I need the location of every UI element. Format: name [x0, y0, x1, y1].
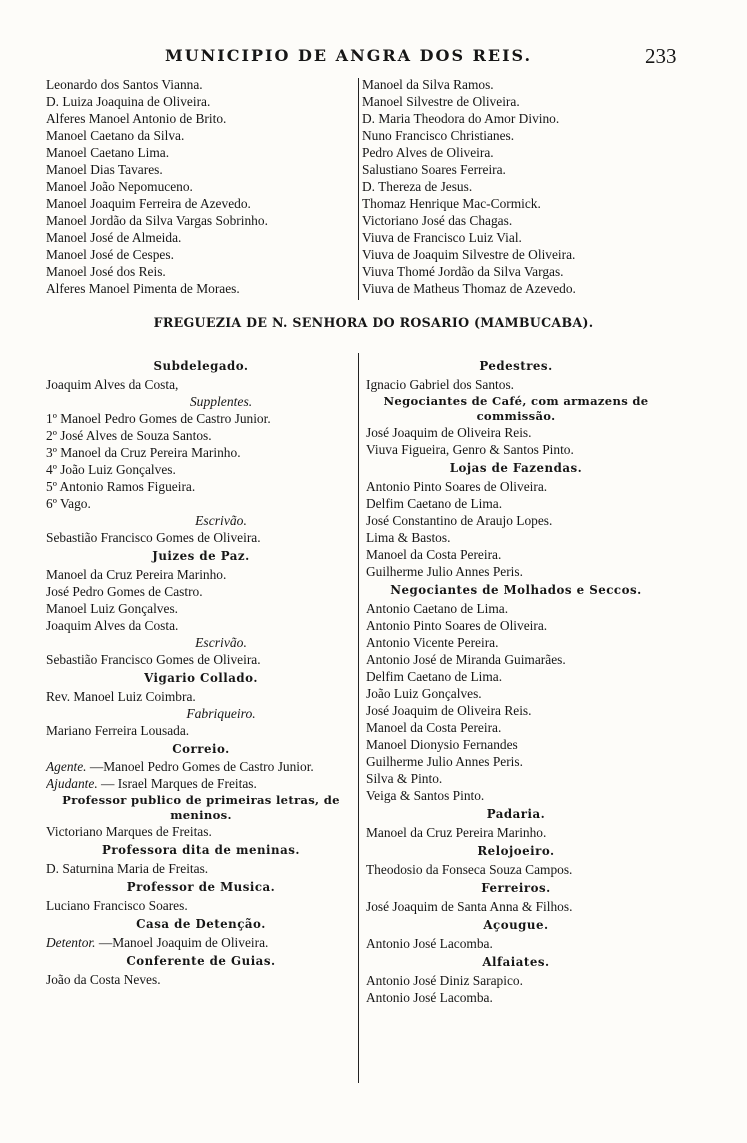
list-item: Thomaz Henrique Mac-Cormick. — [362, 196, 541, 211]
list-item: Alferes Manoel Pimenta de Moraes. — [46, 281, 240, 296]
top-column-divider — [358, 78, 359, 300]
acougue-heading: Açougue. — [483, 918, 549, 932]
list-item: Manoel da Silva Ramos. — [362, 77, 494, 92]
list-item: Pedro Alves de Oliveira. — [362, 145, 494, 160]
supplente-item: 1º Manoel Pedro Gomes de Castro Junior. — [46, 411, 271, 426]
subdelegado-heading: Subdelegado. — [153, 359, 249, 373]
conferente-block — [46, 952, 356, 988]
detentor-entry — [46, 934, 356, 951]
juizes-heading: Juizes de Paz. — [152, 549, 250, 563]
pedestres-block — [366, 357, 666, 393]
vigario-name: Rev. Manoel Luiz Coimbra. — [46, 689, 196, 704]
vigario-block — [46, 669, 356, 739]
professor-musica-block — [46, 878, 356, 914]
ferreiros-block — [366, 879, 666, 915]
acougue-block — [366, 916, 666, 952]
list-item: Manoel da Costa Pereira. — [366, 720, 502, 735]
professora-meninas-heading: Professora dita de meninas. — [102, 843, 300, 857]
list-item: Manoel da Cruz Pereira Marinho. — [366, 825, 547, 840]
escrivao-name: Sebastião Francisco Gomes de Oliveira. — [46, 530, 261, 545]
list-item: D. Thereza de Jesus. — [362, 179, 473, 194]
right-directory-column — [366, 357, 666, 1007]
negociantes-molhados-heading: Negociantes de Molhados e Seccos. — [390, 583, 642, 597]
list-item: Ignacio Gabriel dos Santos. — [366, 377, 515, 392]
list-item: Guilherme Julio Annes Peris. — [366, 564, 523, 579]
list-item: Manoel José de Cespes. — [46, 247, 174, 262]
professor-meninos-heading: Professor publico de primeiras letras, de meninos. — [62, 793, 340, 822]
list-item: João Luiz Gonçalves. — [366, 686, 482, 701]
ajudante-label: Ajudante. — [46, 776, 98, 791]
supplente-item: 4º João Luiz Gonçalves. — [46, 462, 176, 477]
list-item: Silva & Pinto. — [366, 771, 443, 786]
supplente-item: 2º José Alves de Souza Santos. — [46, 428, 212, 443]
left-directory-column — [46, 357, 356, 989]
padaria-heading: Padaria. — [486, 807, 546, 821]
list-item: Manoel João Nepomuceno. — [46, 179, 193, 194]
correio-heading: Correio. — [172, 742, 230, 756]
pedestres-heading: Pedestres. — [479, 359, 553, 373]
vigario-heading: Vigario Collado. — [144, 671, 258, 685]
professor-musica-name: Luciano Francisco Soares. — [46, 898, 188, 913]
conferente-heading: Conferente de Guias. — [126, 954, 276, 968]
list-item: Manoel da Costa Pereira. — [366, 547, 502, 562]
list-item: José Constantino de Araujo Lopes. — [366, 513, 553, 528]
list-item: D. Luiza Joaquina de Oliveira. — [46, 94, 211, 109]
correio-block — [46, 740, 356, 792]
lojas-fazendas-block — [366, 459, 666, 580]
casa-detencao-heading: Casa de Detenção. — [136, 917, 266, 931]
juiz-name: Manoel da Cruz Pereira Marinho. — [46, 567, 227, 582]
professor-meninos-block — [46, 793, 356, 840]
list-item: Theodosio da Fonseca Souza Campos. — [366, 862, 573, 877]
juiz-name: Joaquim Alves da Costa. — [46, 618, 179, 633]
detentor-name: —Manoel Joaquim de Oliveira. — [95, 935, 269, 950]
juiz-name: José Pedro Gomes de Castro. — [46, 584, 203, 599]
list-item: Antonio Pinto Soares de Oliveira. — [366, 618, 548, 633]
supplente-item: 6º Vago. — [46, 496, 91, 511]
professora-meninas-name: D. Saturnina Maria de Freitas. — [46, 861, 209, 876]
list-item: Nuno Francisco Christianes. — [362, 128, 515, 143]
supplentes-label: Supplentes. — [189, 394, 253, 409]
page-number: 233 — [645, 44, 677, 68]
list-item: José Joaquim de Santa Anna & Filhos. — [366, 899, 573, 914]
professora-meninas-block — [46, 841, 356, 877]
fabriqueiro-label: Fabriqueiro. — [186, 706, 256, 721]
agente-label: Agente. — [46, 759, 87, 774]
list-item: Manoel Caetano Lima. — [46, 145, 170, 160]
relojoeiro-block — [366, 842, 666, 878]
list-item: Lima & Bastos. — [366, 530, 451, 545]
list-item: Manoel Dionysio Fernandes — [366, 737, 518, 752]
escrivao-name: Sebastião Francisco Gomes de Oliveira. — [46, 652, 261, 667]
list-item: Antonio Pinto Soares de Oliveira. — [366, 479, 548, 494]
list-item: Delfim Caetano de Lima. — [366, 496, 503, 511]
escrivao-label: Escrivão. — [195, 635, 247, 650]
list-item: Viuva Figueira, Genro & Santos Pinto. — [366, 442, 574, 457]
relojoeiro-heading: Relojoeiro. — [477, 844, 555, 858]
list-item: Viuva de Matheus Thomaz de Azevedo. — [362, 281, 576, 296]
subdelegado-name: Joaquim Alves da Costa, — [46, 377, 179, 392]
list-item: Antonio Vicente Pereira. — [366, 635, 499, 650]
agente-entry — [46, 759, 356, 775]
list-item: Manoel Dias Tavares. — [46, 162, 163, 177]
ajudante-name: — Israel Marques de Freitas. — [97, 776, 257, 791]
fabriqueiro-name: Mariano Ferreira Lousada. — [46, 723, 190, 738]
negociantes-cafe-block — [366, 394, 666, 458]
list-item: Antonio José Diniz Sarapico. — [366, 973, 523, 988]
list-item: Salustiano Soares Ferreira. — [362, 162, 506, 177]
ajudante-entry — [46, 775, 356, 792]
list-item: Manoel José de Almeida. — [46, 230, 182, 245]
list-item: Antonio José de Miranda Guimarães. — [366, 652, 566, 667]
list-item: Manoel Silvestre de Oliveira. — [362, 94, 520, 109]
list-item: José Joaquim de Oliveira Reis. — [366, 703, 532, 718]
juiz-name: Manoel Luiz Gonçalves. — [46, 601, 179, 616]
casa-detencao-block — [46, 915, 356, 951]
professor-meninos-name: Victoriano Marques de Freitas. — [46, 824, 212, 839]
subdelegado-block — [46, 357, 356, 546]
detentor-label: Detentor. — [46, 935, 96, 950]
list-item: Antonio José Lacomba. — [366, 990, 493, 1005]
alfaiates-heading: Alfaiates. — [482, 955, 550, 969]
list-item: Antonio Caetano de Lima. — [366, 601, 509, 616]
list-item: Leonardo dos Santos Vianna. — [46, 77, 203, 92]
ferreiros-heading: Ferreiros. — [481, 881, 551, 895]
escrivao-label: Escrivão. — [195, 513, 247, 528]
top-right-name-list — [362, 76, 662, 297]
agente-name: —Manoel Pedro Gomes de Castro Junior. — [86, 759, 314, 774]
list-item: Victoriano José das Chagas. — [362, 213, 513, 228]
list-item: Viuva Thomé Jordão da Silva Vargas. — [362, 264, 564, 279]
supplente-item: 3º Manoel da Cruz Pereira Marinho. — [46, 445, 241, 460]
alfaiates-block — [366, 953, 666, 1006]
lojas-fazendas-heading: Lojas de Fazendas. — [449, 461, 583, 475]
list-item: José Joaquim de Oliveira Reis. — [366, 425, 532, 440]
list-item: Alferes Manoel Antonio de Brito. — [46, 111, 227, 126]
supplente-item: 5º Antonio Ramos Figueira. — [46, 479, 196, 494]
negociantes-molhados-block — [366, 581, 666, 804]
list-item: Manoel Jordão da Silva Vargas Sobrinho. — [46, 213, 268, 228]
list-item: Viuva de Joaquim Silvestre de Oliveira. — [362, 247, 576, 262]
top-left-name-list — [46, 76, 356, 297]
page-title: MUNICIPIO DE ANGRA DOS REIS. — [165, 46, 533, 65]
list-item: Manoel José dos Reis. — [46, 264, 166, 279]
list-item: Guilherme Julio Annes Peris. — [366, 754, 523, 769]
negociantes-cafe-heading: Negociantes de Café, com armazens de commissão. — [383, 394, 649, 423]
bottom-column-divider — [358, 353, 359, 1083]
list-item: Viuva de Francisco Luiz Vial. — [362, 230, 522, 245]
page-header — [0, 44, 747, 74]
section-title: FREGUEZIA DE N. SENHORA DO ROSARIO (MAMBUCABA). — [153, 315, 594, 330]
list-item: Antonio José Lacomba. — [366, 936, 493, 951]
professor-musica-heading: Professor de Musica. — [126, 880, 276, 894]
juizes-block — [46, 547, 356, 668]
list-item: D. Maria Theodora do Amor Divino. — [362, 111, 560, 126]
list-item: Delfim Caetano de Lima. — [366, 669, 503, 684]
list-item: Manoel Joaquim Ferreira de Azevedo. — [46, 196, 251, 211]
list-item: Manoel Caetano da Silva. — [46, 128, 185, 143]
padaria-block — [366, 805, 666, 841]
conferente-name: João da Costa Neves. — [46, 972, 161, 987]
list-item: Veiga & Santos Pinto. — [366, 788, 485, 803]
